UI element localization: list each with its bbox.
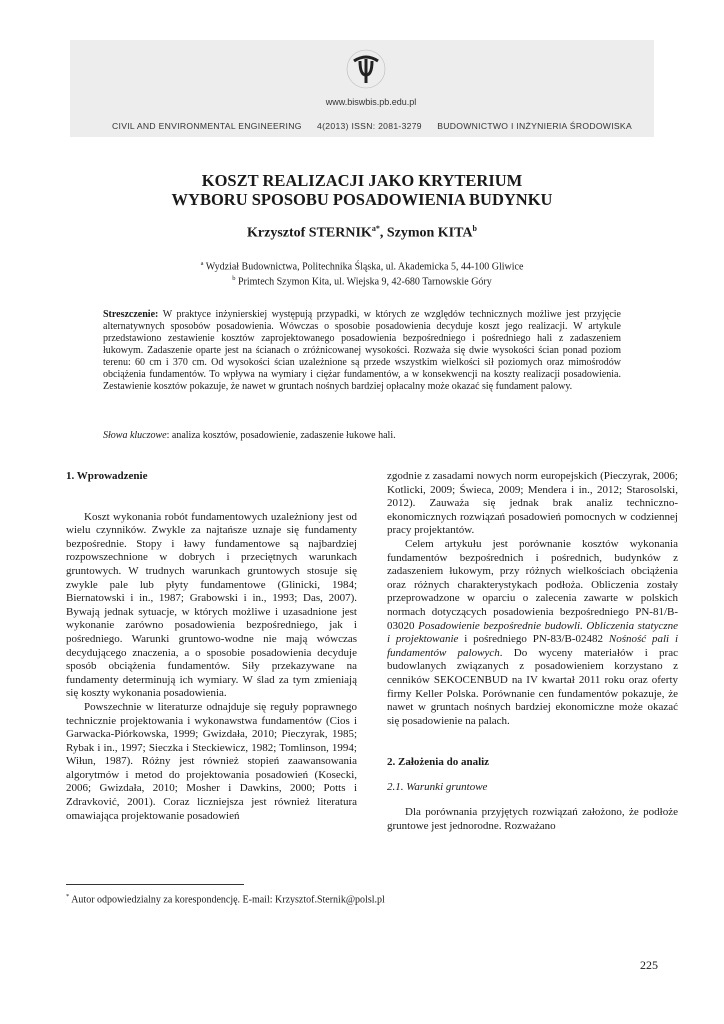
paragraph-text: . Do wyceny materiałów i prac budowlanych związanych z posadowieniem korzystano z cenników SEKOCENBUD na IV kwartał 2011 roku oraz oferty firmy Keller Polska. Porównanie cen fundamentów pokazuje, że nawet w gruntach nośnych bardziej ekonomiczne może okazać się posadowienie na palach. xyxy=(387,646,678,727)
footnote-text: Autor odpowiedzialny za korespondencję. E-mail: Krzysztof.Sternik@polsl.pl xyxy=(69,894,385,906)
author-1: Krzysztof STERNIK xyxy=(247,225,372,241)
section-heading-assumptions: 2. Założenia do analiz xyxy=(387,756,490,769)
keywords-label: Słowa kluczowe xyxy=(103,430,167,441)
journal-name-pl: BUDOWNICTWO I INŻYNIERIA ŚRODOWISKA xyxy=(437,121,632,131)
section-heading-introduction: 1. Wprowadzenie xyxy=(66,470,148,482)
keywords xyxy=(103,430,621,442)
standard-title-piles: Nośność pali i fundamentów palowych xyxy=(387,633,678,659)
paragraph: Koszt wykonania robót fundamentowych uzależniony jest od wielu czynników. Zwykle za najtańsze uznaje się fundamenty bezpośrednie. Stopy i ławy fundamentowe są najbardziej rozpowszechnione w dobrych i przeciętnych warunkach gruntowych. W trudnych warunkach gruntowych stosuje się zwykle pale lub płyty fundamentowe (Glinicki, 1984; Biernatowski i in., 1987; Grabowski i in., 1993; Das, 2007). Bywają jednak sytuacje, w których możliwe i uzasadnione jest wykonanie zarówno posadowienia bezpośredniego, jak i pośredniego. Warunki gruntowo-wodne nie mają wówczas decydującego znaczenia, a o sposobie posadowienia decyduje sposób obciążenia fundamentów. Siły przekazywane na fundamenty determinują ich wymiary. W ślad za tym zmieniają się koszty wykonania posadowienia. xyxy=(66,510,357,700)
abstract-label: Streszczenie: xyxy=(103,309,159,320)
right-column xyxy=(387,470,678,834)
footnote xyxy=(66,891,626,906)
paragraph: Powszechnie w literaturze odnajduje się reguły poprawnego technicznie projektowania i wykonawstwa fundamentów (Cios i Garwacka-Piórkowska, 1999; Gwizdała, 2010; Pieczyrak, 1985; Rybak i in., 1997; Sieczka i Steckiewicz, 1982; Tomlinson, 1994; Wiłun, 1987). Różny jest również stopień zaawansowania algorytmów i metod do projektowania posadowień (Kosecki, 2006; Gwizdała, 2010; Mosher i Dawkins, 2000; Potts i Zdravković, 2001). Coraz liczniejsza jest również literatura omawiająca projektowanie posadowień xyxy=(66,700,357,822)
author-2: Szymon KITA xyxy=(386,225,473,241)
title-line-1: KOSZT REALIZACJI JAKO KRYTERIUM xyxy=(201,171,523,190)
author-2-mark: b xyxy=(472,224,477,233)
abstract xyxy=(103,309,621,393)
standard-title-direct: Posadowienie bezpośrednie budowli. Obliczenia statyczne i projektowanie xyxy=(387,619,678,646)
abstract-text: W praktyce inżynierskiej występują przypadki, w których ze względów technicznych możliwe jest przyjęcie alternatywnych sposobów posadowienia. Wówczas o sposobie posadowienia decyduje koszt jego realizacji. W artykule przedstawiono zestawienie kosztów zaprojektowanego posadowienia bezpośredniego i pośredniego hali z zadaszeniem łukowym. Zadaszenie oparte jest na ścianach o zróżnicowanej wysokości. Rozważa się dwie wysokości ścian ponad poziom terenu: 60 cm i 370 cm. Od wysokości ścian uzależnione są przede wszystkim wielkości sił poziomych oraz mimośrodów obciążenia fundamentów. To wpływa na wymiary i ciężar fundamentów, a w konsekwencji na koszty realizacji posadowienia. Zestawienie kosztów pokazuje, że nawet w gruntach nośnych bardziej opłacalny może okazać się fundament palowy. xyxy=(103,309,621,392)
paragraph: Dla porównania przyjętych rozwiązań założono, że podłoże gruntowe jest jednorodne. Rozważano xyxy=(387,806,678,833)
paragraph xyxy=(387,538,678,728)
footnote-mark: * xyxy=(66,893,70,900)
journal-issue: 4(2013) ISSN: 2081-3279 xyxy=(317,121,422,131)
left-column xyxy=(66,470,357,823)
subsection-heading-soil: 2.1. Warunki gruntowe xyxy=(387,780,488,793)
affiliation-a xyxy=(0,258,724,273)
author-separator: , xyxy=(379,225,387,241)
affiliation-mark: b xyxy=(232,275,236,283)
page-number: 225 xyxy=(640,958,658,972)
affiliation-text: Primtech Szymon Kita, ul. Wiejska 9, 42-680 Tarnowskie Góry xyxy=(235,276,492,288)
footnote-divider xyxy=(66,884,244,885)
journal-info-line xyxy=(112,121,632,131)
affiliations xyxy=(0,258,724,289)
affiliation-mark: a xyxy=(200,260,204,267)
keywords-text: : analiza kosztów, posadowienie, zadaszenie łukowe hali. xyxy=(166,430,396,441)
author-1-mark: a* xyxy=(371,224,380,233)
paragraph-text: Celem artykułu jest porównanie kosztów wykonania fundamentów bezpośrednich i pośrednich, budynków z zadaszeniem łukowym, przy różnych wielkościach obciążenia oraz różnych charakterystykach podłoża. Obliczenia zostały przeprowadzone w oparciu o zalecenia zawarte w polskich normach dotyczących posadowienia bezpośredniego PN-81/B-03020 xyxy=(387,537,678,632)
paragraph-text: i pośredniego PN-83/B-02482 xyxy=(458,633,609,646)
paper-title xyxy=(0,171,724,209)
authors xyxy=(0,224,724,242)
paragraph: zgodnie z zasadami nowych norm europejskich (Pieczyrak, 2006; Kotlicki, 2009; Świeca, 2009; Mendera i in., 2012; Starosolski, 2012). Zauważa się jednak brak analiz techniczno-ekonomicznych rozwiązań posadowień pomocnych w codziennej pracy projektantów. xyxy=(387,470,678,537)
journal-url: www.biswbis.pb.edu.pl xyxy=(325,97,417,107)
journal-name-en: CIVIL AND ENVIRONMENTAL ENGINEERING xyxy=(112,121,302,131)
affiliation-text: Wydział Budownictwa, Politechnika Śląska, ul. Akademicka 5, 44-100 Gliwice xyxy=(203,261,524,273)
title-line-2: WYBORU SPOSOBU POSADOWIENIA BUDYNKU xyxy=(171,190,553,209)
affiliation-b xyxy=(0,273,724,288)
university-logo-icon xyxy=(344,47,388,91)
